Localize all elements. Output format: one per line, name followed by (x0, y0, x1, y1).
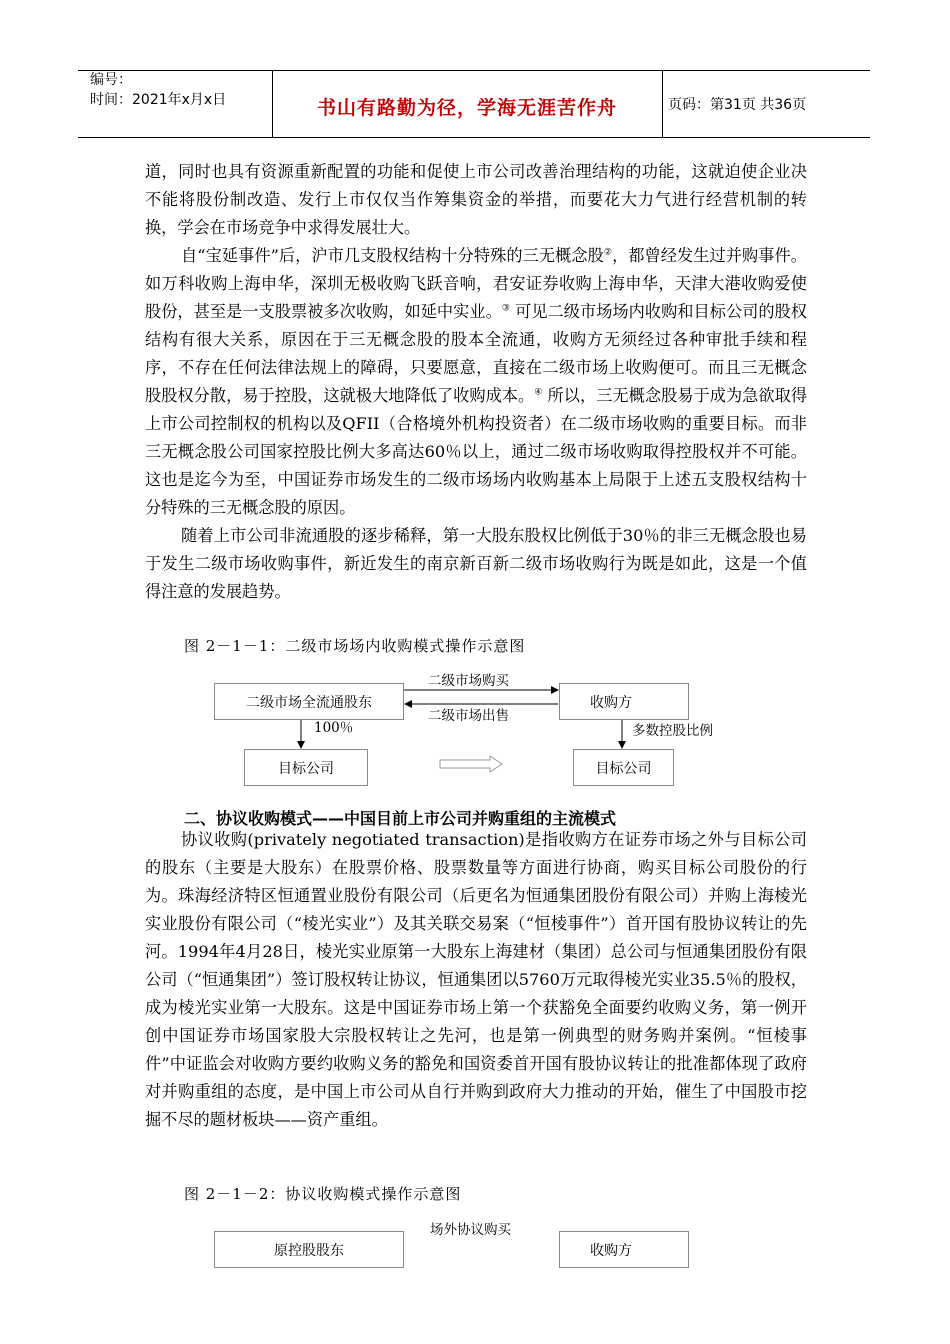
footnote-ref-3[interactable]: ③ (501, 303, 510, 314)
body-section-2 (145, 826, 807, 1134)
box-acquirer: 收购方 (559, 683, 689, 720)
label-off-market-agreement: 场外协议购买 (430, 1222, 511, 1238)
header-divider-right (662, 70, 663, 138)
header-motto: 书山有路勤为径，学海无涯苦作舟 (316, 97, 617, 119)
label-majority-stake: 多数控股比例 (632, 723, 713, 739)
paragraph-2-part-c: 可见二级市场场内收购和目标公司的股权结构有很大关系，原因在于三无概念股的股本全流通，收购方无须经过各种审批手续和程序，不存在任何法律法规上的障碍，只要愿意，直接在二级市场上收购便可。而且三无概念股股权分散，易于控股，这就极大地降低了收购成本。 (145, 302, 808, 405)
paragraph-2-part-b: ，都曾经发生过并购事件。如万科收购上海申华，深圳无极收购飞跃音响，君安证券收购上海申华，天津大港收购爱使股份，甚至是一支股票被多次收购，如延中实业。 (145, 246, 807, 321)
paragraph-2-part-d: 所以，三无概念股易于成为急欲取得上市公司控制权的机构以及QFII（合格境外机构投资者）在二级市场收购的重要目标。而非三无概念股公司国家控股比例大多高达60％以上，通过二级市场收购取得控股权并不可能。这也是迄今为至，中国证券市场发生的二级市场场内收购基本上局限于上述五支股权结构十分特殊的三无概念股的原因。 (145, 386, 808, 517)
paragraph-1: 道，同时也具有资源重新配置的功能和促使上市公司改善治理结构的功能，这就迫使企业决不能将股份制改造、发行上市仅仅当作筹集资金的举措，而要花大力气进行经营机制的转换，学会在市场竞争中求得发展壮大。 (145, 162, 807, 237)
box-original-controlling-shareholder: 原控股股东 (214, 1231, 404, 1268)
box-target-company-left: 目标公司 (244, 749, 368, 786)
label-100-percent: 100％ (314, 720, 354, 736)
footnote-ref-4[interactable]: ④ (534, 387, 543, 398)
figure-2-caption: 图 2－1－2：协议收购模式操作示意图 (184, 1185, 462, 1203)
header-number: 编号： (90, 72, 132, 88)
figure-1-caption: 图 2－1－1：二级市场场内收购模式操作示意图 (184, 637, 526, 655)
body-section-1 (145, 158, 807, 606)
footnote-ref-2[interactable]: ② (603, 247, 613, 258)
hollow-arrow (440, 756, 502, 772)
paragraph-2-part-a: 自“宝延事件”后，沪市几支股权结构十分特殊的三无概念股 (181, 246, 604, 265)
paragraph-3: 随着上市公司非流通股的逐步稀释，第一大股东股权比例低于30％的非三无概念股也易于发生二级市场收购事件，新近发生的南京新百新二级市场收购行为既是如此，这是一个值得注意的发展趋势。 (145, 526, 807, 601)
paragraph-2 (145, 242, 807, 522)
box-full-circulation-shareholders: 二级市场全流通股东 (214, 683, 404, 720)
box-target-company-right: 目标公司 (573, 749, 674, 786)
header-bottom-rule (78, 137, 870, 138)
header-time: 时间：2021年x月x日 (90, 92, 227, 108)
header-top-rule (78, 70, 870, 71)
section-2-title: 二、协议收购模式——中国目前上市公司并购重组的主流模式 (184, 809, 617, 828)
label-secondary-market-buy: 二级市场购买 (428, 673, 509, 689)
header-page-info: 页码：第31页 共36页 (668, 97, 807, 113)
paragraph-4: 协议收购(privately negotiated transaction)是指收购方在证券市场之外与目标公司的股东（主要是大股东）在股票价格、股票数量等方面进行协商，购买目标公司股份的行为。珠海经济特区恒通置业股份有限公司（后更名为恒通集团股份有限公司）并购上海棱光实业股份有限公司（“棱光实业”）及其关联交易案（“恒棱事件”）首开国有股协议转让的先河。1994年4月28日，棱光实业原第一大股东上海建材（集团）总公司与恒通集团股份有限公司（“恒通集团”）签订股权转让协议，恒通集团以5760万元取得棱光实业35.5％的股权，成为棱光实业第一大股东。这是中国证券市场上第一个获豁免全面要约收购义务，第一例开创中国证券市场国家股大宗股权转让之先河，也是第一例典型的财务购并案例。“恒棱事件”中证监会对收购方要约收购义务的豁免和国资委首开国有股协议转让的批准都体现了政府对并购重组的态度，是中国上市公司从自行并购到政府大力推动的开始，催生了中国股市挖掘不尽的题材板块——资产重组。 (145, 830, 807, 1129)
box-acquirer-2: 收购方 (559, 1231, 689, 1268)
label-secondary-market-sell: 二级市场出售 (428, 708, 509, 724)
